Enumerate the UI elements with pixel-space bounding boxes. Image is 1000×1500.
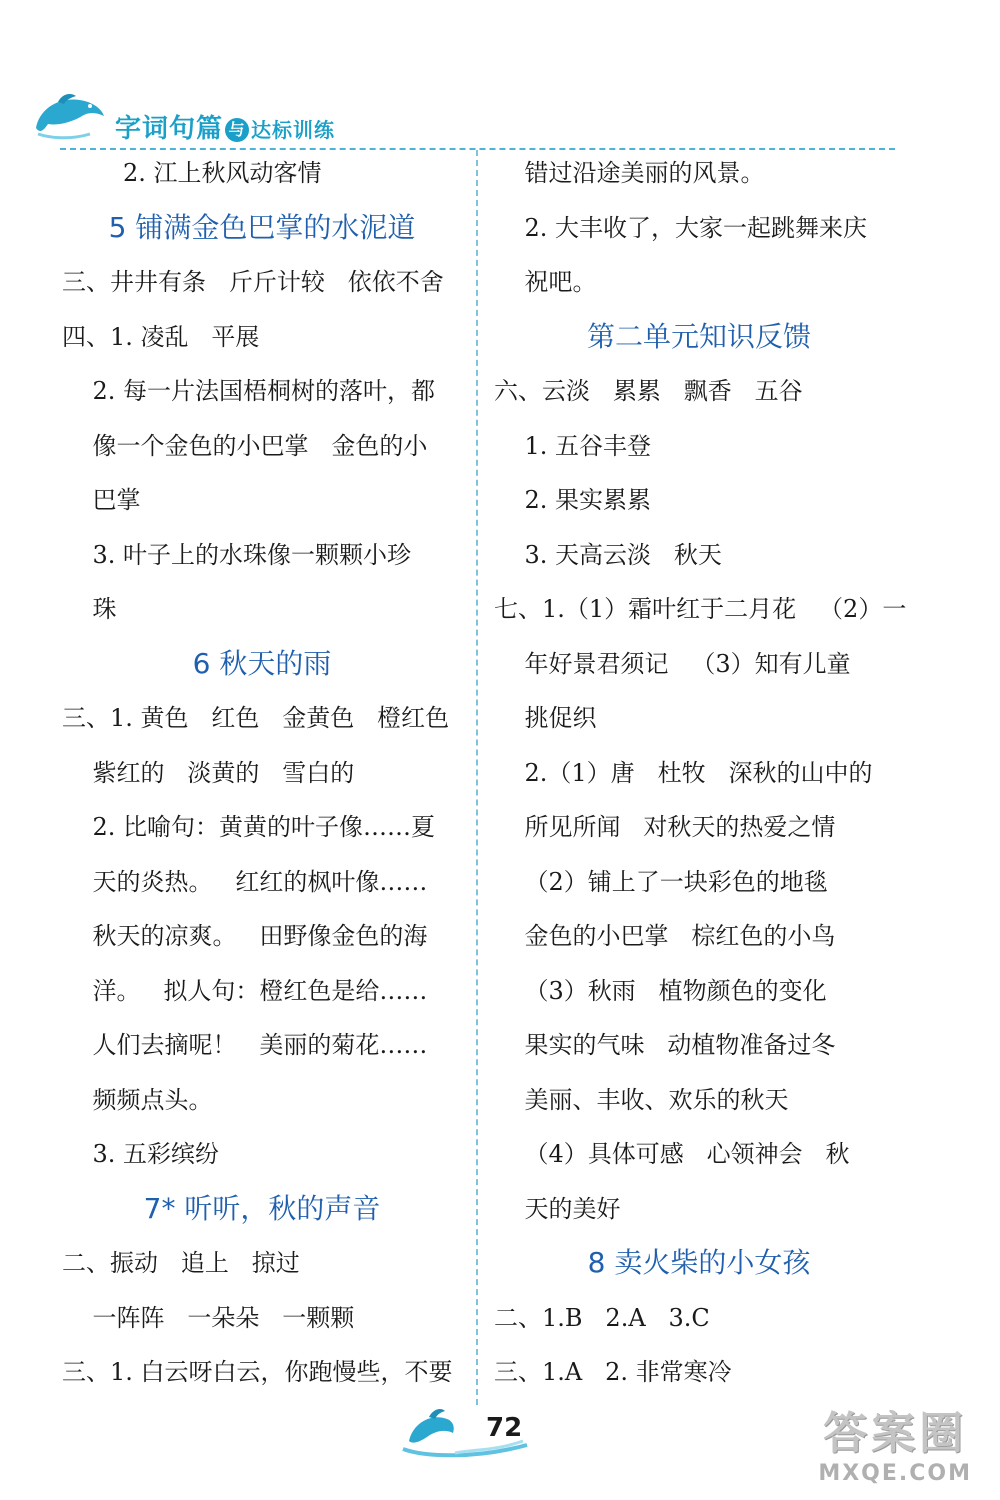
- answer-line: 紫红的 淡黄的 雪白的: [62, 758, 355, 787]
- answer-line: 错过沿途美丽的风景。: [494, 159, 765, 187]
- answer-line: 3. 天高云淡 秋天: [494, 540, 722, 569]
- header-title-sub: 达标训练: [251, 118, 336, 142]
- answer-line: 2.（1）唐 杜牧 深秋的山中的: [494, 758, 873, 787]
- answer-line: 挑促织: [494, 704, 597, 732]
- answer-line: 2. 果实累累: [494, 486, 652, 514]
- column-divider: [476, 150, 478, 1405]
- answer-line: 三、1. 白云呀白云，你跑慢些，不要: [62, 1358, 453, 1386]
- answer-line: 三、1. 黄色 红色 金黄色 橙红色: [62, 704, 450, 732]
- section-title: 5 铺满金色巴掌的水泥道: [108, 210, 416, 244]
- answer-line: 三、井井有条 斤斤计较 依依不舍: [62, 268, 444, 296]
- section-title: 第二单元知识反馈: [586, 319, 811, 353]
- answer-line: 三、1.A 2. 非常寒冷: [494, 1358, 732, 1386]
- answer-line: 3. 叶子上的水珠像一颗颗小珍: [62, 540, 412, 569]
- answer-line: 四、1. 凌乱 平展: [62, 322, 260, 351]
- answer-line: （3）秋雨 植物颜色的变化: [494, 976, 827, 1005]
- answer-line: 年好景君须记 （3）知有儿童: [494, 649, 851, 678]
- answer-line: 天的美好: [494, 1194, 621, 1223]
- section-title: 6 秋天的雨: [192, 646, 332, 680]
- answer-line: （2）铺上了一块彩色的地毯: [494, 867, 828, 896]
- answer-line: 祝吧。: [494, 268, 597, 296]
- answer-line: 洋。 拟人句：橙红色是给……: [62, 976, 428, 1005]
- answer-line: 3. 五彩缤纷: [62, 1140, 220, 1168]
- section-title: 7* 听听，秋的声音: [143, 1191, 381, 1225]
- left-column: [62, 146, 462, 1400]
- answer-line: 天的炎热。 红红的枫叶像……: [62, 867, 428, 896]
- answer-line: 果实的气味 动植物准备过冬: [494, 1031, 836, 1059]
- answer-line: （4）具体可感 心领神会 秋: [494, 1140, 850, 1168]
- answer-line: 2. 大丰收了，大家一起跳舞来庆: [494, 213, 868, 242]
- answer-line: 2. 比喻句：黄黄的叶子像……夏: [62, 813, 436, 841]
- answer-line: 七、1.（1）霜叶红于二月花 （2）一: [494, 595, 907, 623]
- watermark: [818, 1397, 972, 1486]
- header-title-join: 与: [225, 118, 249, 142]
- right-column: [494, 146, 907, 1400]
- answer-line: 人们去摘呢！ 美丽的菊花……: [62, 1031, 428, 1059]
- answer-line: 二、振动 追上 掠过: [62, 1249, 300, 1277]
- answer-line: 2. 每一片法国梧桐树的落叶，都: [62, 377, 436, 405]
- watermark-text: 答案圈: [823, 1408, 968, 1459]
- answer-line: 像一个金色的小巴掌 金色的小: [62, 431, 428, 460]
- answer-line: 秋天的凉爽。 田野像金色的海: [62, 922, 428, 950]
- dolphin-logo-icon: [30, 88, 110, 144]
- header-title: [115, 108, 335, 145]
- answer-line: 美丽、丰收、欢乐的秋天: [494, 1085, 789, 1114]
- answer-line: 2. 江上秋风动客情: [62, 159, 322, 187]
- answer-line: 所见所闻 对秋天的热爱之情: [494, 813, 836, 841]
- answer-line: 六、云淡 累累 飘香 五谷: [494, 377, 803, 405]
- header-title-main: 字词句篇: [115, 114, 224, 144]
- answer-line: 一阵阵 一朵朵 一颗颗: [62, 1303, 355, 1332]
- page-number: 72: [486, 1413, 523, 1443]
- answer-line: 二、1.B 2.A 3.C: [494, 1303, 710, 1332]
- watermark-url: MXQE.COM: [818, 1461, 972, 1486]
- section-title: 8 卖火柴的小女孩: [587, 1246, 811, 1279]
- answer-line: 珠: [62, 595, 117, 623]
- answer-line: 1. 五谷丰登: [494, 431, 652, 460]
- answer-line: 金色的小巴掌 棕红色的小鸟: [494, 922, 836, 950]
- answer-line: 频频点头。: [62, 1085, 213, 1114]
- answer-line: 巴掌: [62, 486, 141, 514]
